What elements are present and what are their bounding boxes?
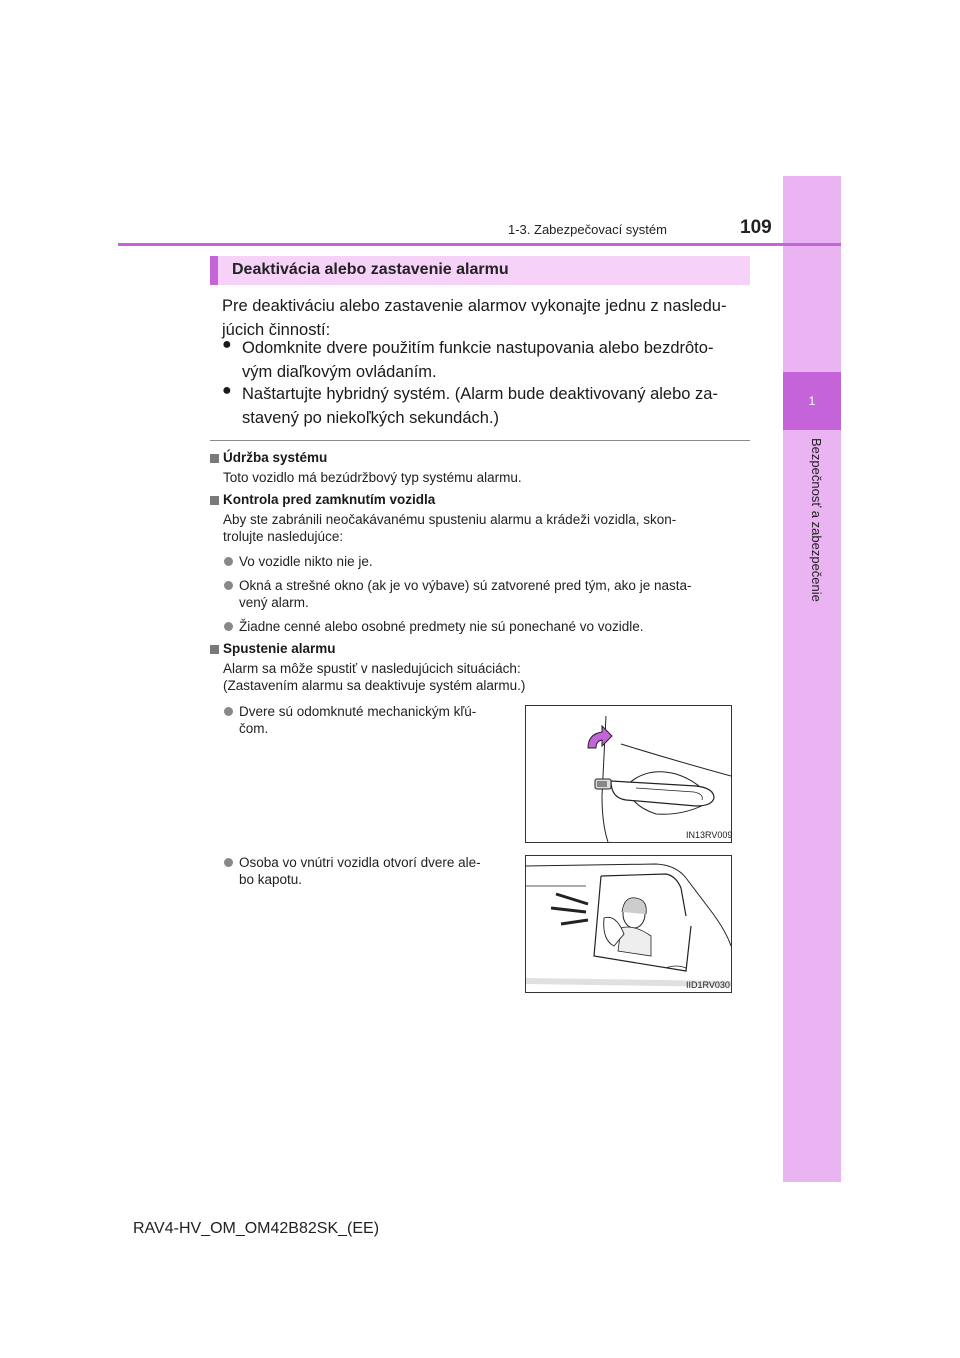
- check-heading: Kontrola pred zamknutím vozidla: [223, 492, 436, 507]
- footer-doc-code: RAV4-HV_OM_OM42B82SK_(EE): [133, 1220, 380, 1237]
- trigger-item-1-line-1: Dvere sú odomknuté mechanickým kľú-: [239, 704, 477, 719]
- illustration-code: IID1RV030: [686, 980, 730, 990]
- check-item-2-line-1: Okná a strešné okno (ak je vo výbave) sú zatvorené pred tým, ako je nasta-: [239, 578, 692, 593]
- bullet-2-line-1: Naštartujte hybridný systém. (Alarm bude deaktivovaný alebo za-: [242, 385, 718, 403]
- check-item-1: Vo vozidle nikto nie je.: [239, 554, 373, 569]
- dot-bullet-icon: [224, 581, 233, 590]
- page-number: 109: [740, 217, 772, 238]
- header-title: 1-3. Zabezpečovací systém: [508, 222, 667, 237]
- dot-bullet-icon: [224, 707, 233, 716]
- dot-bullet-icon: [224, 557, 233, 566]
- maintenance-heading: Údržba systému: [223, 450, 328, 465]
- check-item-3: Žiadne cenné alebo osobné predmety nie sú ponechané vo vozidle.: [239, 619, 644, 634]
- bullet-glyph: ●: [222, 336, 232, 353]
- bullet-1-line-1: Odomknite dvere použitím funkcie nastupovania alebo bezdrôto-: [242, 339, 714, 357]
- bullet-2-line-2: stavený po niekoľkých sekundách.): [242, 409, 500, 427]
- trigger-item-2-line-1: Osoba vo vnútri vozidla otvorí dvere ale-: [239, 855, 481, 870]
- trigger-item-2-line-2: bo kapotu.: [239, 872, 303, 887]
- square-bullet-icon: [210, 454, 219, 463]
- trigger-line-2: (Zastavením alarmu sa deaktivuje systém alarmu.): [223, 678, 526, 693]
- square-bullet-icon: [210, 496, 219, 505]
- check-line-1: Aby ste zabránili neočakávanému spusteniu alarmu a krádeži vozidla, skon-: [223, 512, 677, 527]
- dot-bullet-icon: [224, 858, 233, 867]
- door-handle-key-icon: [526, 706, 731, 842]
- maintenance-text: Toto vozidlo má bezúdržbový typ systému alarmu.: [223, 470, 522, 485]
- side-tab: [783, 176, 841, 1182]
- car-door-person-icon: [526, 856, 731, 992]
- section-heading-bar: [210, 256, 750, 285]
- square-bullet-icon: [210, 645, 219, 654]
- trigger-line-1: Alarm sa môže spustiť v nasledujúcich situáciách:: [223, 661, 521, 676]
- header-rule: [118, 243, 841, 246]
- bullet-1-line-2: vým diaľkovým ovládaním.: [242, 363, 437, 381]
- intro-line-1: Pre deaktiváciu alebo zastavenie alarmov vykonajte jednu z nasledu-: [222, 297, 727, 315]
- section-title: Deaktivácia alebo zastavenie alarmu: [232, 261, 509, 278]
- illustration-code: IN13RV009: [686, 830, 733, 840]
- bullet-glyph: ●: [222, 382, 232, 399]
- check-line-2: trolujte nasledujúce:: [223, 529, 344, 544]
- section-divider: [210, 440, 750, 441]
- intro-line-2: júcich činností:: [222, 321, 331, 339]
- dot-bullet-icon: [224, 622, 233, 631]
- chapter-label: Bezpečnosť a zabezpečenie: [809, 438, 824, 602]
- trigger-heading: Spustenie alarmu: [223, 641, 336, 656]
- chapter-number: 1: [783, 372, 841, 430]
- check-item-2-line-2: vený alarm.: [239, 595, 309, 610]
- door-key-illustration: [525, 705, 732, 843]
- trigger-item-1-line-2: čom.: [239, 721, 269, 736]
- person-opening-door-illustration: [525, 855, 732, 993]
